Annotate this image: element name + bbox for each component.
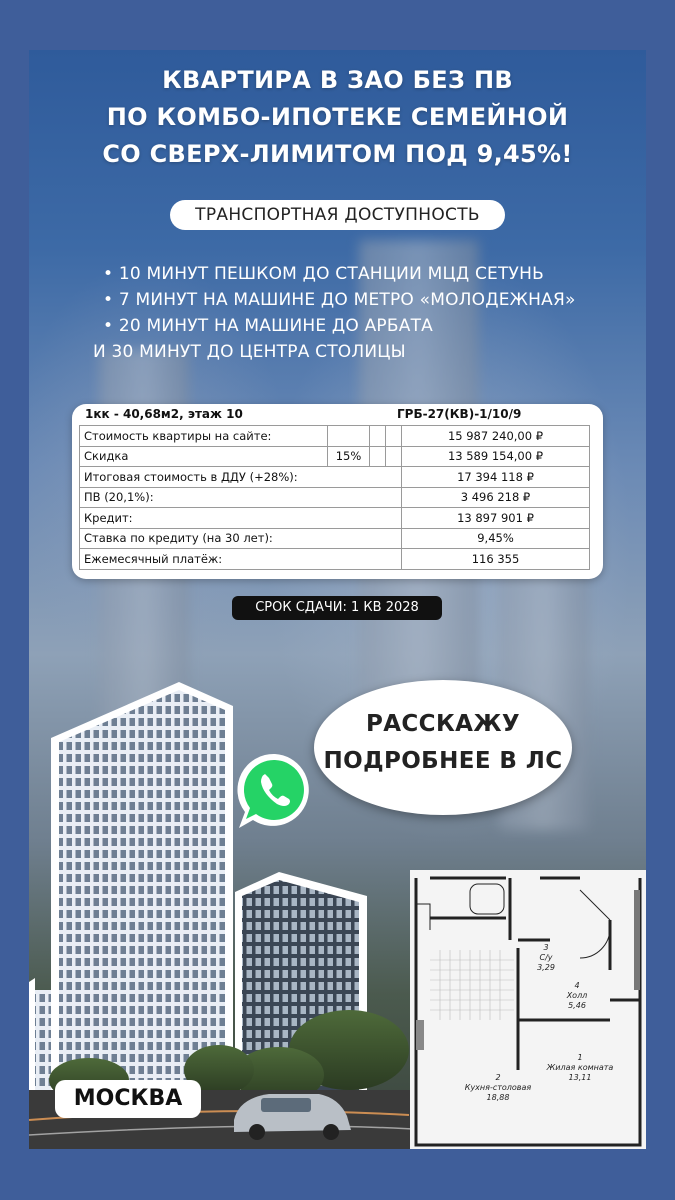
row-value: 15 987 240,00 ₽: [402, 426, 590, 447]
row-label: Скидка: [80, 446, 328, 467]
room-4-num: 4: [574, 981, 580, 990]
row-value: 3 496 218 ₽: [402, 487, 590, 508]
city-label: МОСКВА: [55, 1080, 201, 1118]
price-card: [72, 404, 603, 579]
row-label: Итоговая стоимость в ДДУ (+28%):: [80, 467, 402, 488]
transport-item: • 20 МИНУТ НА МАШИНЕ ДО АРБАТА: [103, 313, 576, 339]
room-1-area: 13,11: [568, 1073, 592, 1082]
cta-line: РАССКАЖУ: [365, 711, 521, 737]
room-1-num: 1: [577, 1053, 583, 1062]
room-2-area: 18,88: [486, 1093, 510, 1102]
room-3-num: 3: [543, 943, 549, 952]
row-value: 9,45%: [402, 528, 590, 549]
transport-item: • 10 МИНУТ ПЕШКОМ ДО СТАНЦИИ МЦД СЕТУНЬ: [103, 261, 576, 287]
row-label: Кредит:: [80, 508, 402, 529]
room-2-num: 2: [495, 1073, 501, 1082]
row-value: 13 897 901 ₽: [402, 508, 590, 529]
table-row: [80, 487, 590, 508]
poster: [29, 50, 646, 1149]
headline-line-2: ПО КОМБО-ИПОТЕКЕ СЕМЕЙНОЙ: [106, 103, 569, 131]
table-row: [80, 528, 590, 549]
table-row: [80, 549, 590, 570]
cta-text: [314, 706, 572, 780]
row-label: Ставка по кредиту (на 30 лет):: [80, 528, 402, 549]
cta-bubble[interactable]: [314, 680, 572, 815]
row-extra: [328, 426, 370, 447]
room-4-area: 5,46: [568, 1001, 586, 1010]
table-row: [80, 446, 590, 467]
room-4-name: Холл: [566, 991, 588, 1000]
room-3-name: С/у: [539, 953, 553, 962]
row-label: Ежемесячный платёж:: [80, 549, 402, 570]
headline-line-1: КВАРТИРА В ЗАО БЕЗ ПВ: [162, 66, 513, 94]
room-1-name: Жилая комната: [546, 1063, 614, 1072]
transport-item: • 7 МИНУТ НА МАШИНЕ ДО МЕТРО «МОЛОДЕЖНАЯ»: [103, 287, 576, 313]
price-table: [79, 425, 590, 570]
row-value: 116 355: [402, 549, 590, 570]
room-2-name: Кухня-столовая: [464, 1083, 532, 1092]
row-extra: 15%: [328, 446, 370, 467]
apartment-code: ГРБ-27(КВ)-1/10/9: [397, 407, 522, 421]
table-row: [80, 508, 590, 529]
row-value: 13 589 154,00 ₽: [402, 446, 590, 467]
transport-tail: И 30 МИНУТ ДО ЦЕНТРА СТОЛИЦЫ: [93, 342, 406, 362]
row-label: Стоимость квартиры на сайте:: [80, 426, 328, 447]
row-value: 17 394 118 ₽: [402, 467, 590, 488]
whatsapp-icon[interactable]: [235, 750, 315, 830]
headline: [29, 62, 646, 173]
room-3-area: 3,29: [537, 963, 555, 972]
row-label: ПВ (20,1%):: [80, 487, 402, 508]
table-row: [80, 426, 590, 447]
headline-line-3: СО СВЕРХ-ЛИМИТОМ ПОД 9,45%!: [102, 140, 573, 168]
apartment-summary: 1кк - 40,68м2, этаж 10: [85, 407, 243, 421]
cta-line: ПОДРОБНЕЕ В ЛС: [323, 748, 563, 774]
table-row: [80, 467, 590, 488]
deadline-badge: СРОК СДАЧИ: 1 КВ 2028: [232, 596, 442, 620]
floor-plan: [410, 870, 646, 1149]
transport-list: [93, 261, 576, 365]
transport-heading: ТРАНСПОРТНАЯ ДОСТУПНОСТЬ: [170, 200, 505, 230]
